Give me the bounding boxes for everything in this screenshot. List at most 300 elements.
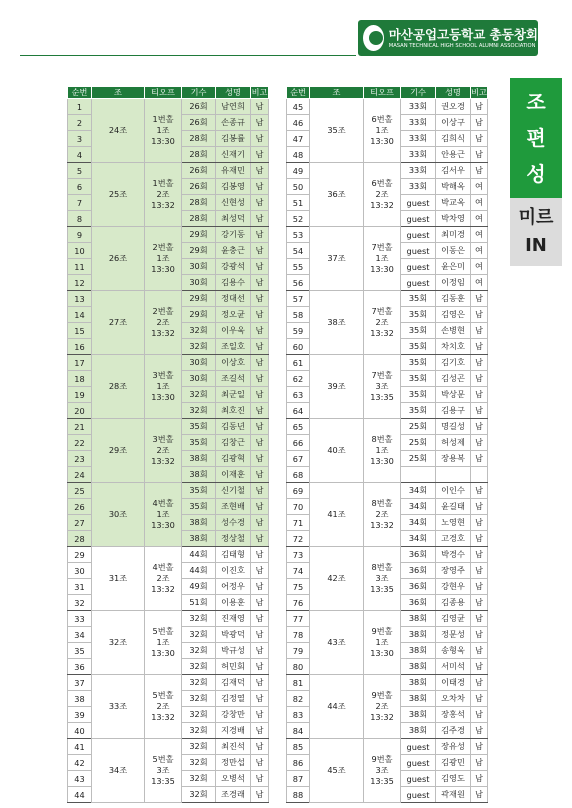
row-number: 76 [287, 595, 310, 611]
player-name: 박규성 [216, 643, 251, 659]
gender-cell: 남 [471, 499, 488, 515]
player-name: 강현우 [436, 579, 471, 595]
teeoff-hole: 5번홀 [152, 690, 174, 700]
team-cell: 39조 [310, 355, 364, 419]
gender-cell: 남 [251, 227, 269, 243]
row-number: 16 [68, 339, 92, 355]
gender-cell: 남 [471, 291, 488, 307]
gender-cell: 남 [251, 291, 269, 307]
table-row [68, 163, 269, 179]
row-number: 70 [287, 499, 310, 515]
teeoff-hole: 5번홀 [152, 626, 174, 636]
row-number: 56 [287, 275, 310, 291]
row-number: 4 [68, 147, 92, 163]
teeoff-group: 3조 [375, 573, 389, 583]
header-divider [20, 55, 356, 56]
class-cell: 35회 [401, 323, 436, 339]
teeoff-hole: 9번홀 [371, 690, 393, 700]
table-header-row [68, 87, 269, 99]
class-cell: 32회 [182, 787, 216, 803]
gender-cell: 남 [251, 659, 269, 675]
gender-cell: 남 [251, 707, 269, 723]
team-cell: 40조 [310, 419, 364, 483]
row-number: 51 [287, 195, 310, 211]
teeoff-time: 13:32 [151, 456, 175, 466]
gender-cell: 남 [471, 403, 488, 419]
teeoff-group: 2조 [156, 189, 170, 199]
gender-cell: 남 [471, 547, 488, 563]
class-cell: 33회 [401, 131, 436, 147]
gender-cell: 남 [251, 563, 269, 579]
class-cell: 35회 [401, 355, 436, 371]
class-cell: 32회 [182, 339, 216, 355]
teeoff-hole: 4번홀 [152, 562, 174, 572]
gender-cell: 남 [471, 771, 488, 787]
class-cell: 35회 [401, 403, 436, 419]
gender-cell: 남 [471, 691, 488, 707]
row-number: 22 [68, 435, 92, 451]
teeoff-hole: 9번홀 [371, 754, 393, 764]
row-number: 77 [287, 611, 310, 627]
gender-cell: 남 [251, 643, 269, 659]
class-cell: 25회 [401, 435, 436, 451]
row-number: 28 [68, 531, 92, 547]
gender-cell: 남 [471, 643, 488, 659]
row-number: 43 [68, 771, 92, 787]
row-number: 63 [287, 387, 310, 403]
gender-cell: 남 [471, 371, 488, 387]
row-number: 19 [68, 387, 92, 403]
player-name: 이진호 [216, 563, 251, 579]
team-cell: 30조 [92, 483, 145, 547]
player-name: 김영은 [436, 307, 471, 323]
gender-cell: 남 [471, 387, 488, 403]
row-number: 44 [68, 787, 92, 803]
gender-cell: 남 [251, 675, 269, 691]
player-name: 김정열 [216, 691, 251, 707]
col-header-class: 기수 [401, 87, 436, 99]
gender-cell: 남 [251, 195, 269, 211]
teeoff-hole: 3번홀 [152, 370, 174, 380]
class-cell: 32회 [182, 627, 216, 643]
player-name: 조일호 [216, 339, 251, 355]
player-name: 최미경 [436, 227, 471, 243]
class-cell: 32회 [182, 611, 216, 627]
team-cell: 26조 [92, 227, 145, 291]
player-name: 지경배 [216, 723, 251, 739]
col-header-no: 순번 [68, 87, 92, 99]
row-number: 45 [287, 99, 310, 115]
row-number: 46 [287, 115, 310, 131]
gender-cell: 여 [471, 179, 488, 195]
class-cell: 29회 [182, 307, 216, 323]
teeoff-group: 3조 [375, 381, 389, 391]
player-name: 정오균 [216, 307, 251, 323]
teeoff-group: 2조 [156, 701, 170, 711]
player-name: 이용훈 [216, 595, 251, 611]
teeoff-cell [364, 675, 401, 739]
row-number: 10 [68, 243, 92, 259]
teeoff-cell [364, 547, 401, 611]
team-cell: 37조 [310, 227, 364, 291]
row-number: 54 [287, 243, 310, 259]
player-name: 유재민 [216, 163, 251, 179]
row-number: 37 [68, 675, 92, 691]
team-cell: 34조 [92, 739, 145, 803]
row-number: 23 [68, 451, 92, 467]
player-name: 명길성 [436, 419, 471, 435]
table-row [287, 163, 488, 179]
class-cell: 35회 [182, 435, 216, 451]
row-number: 3 [68, 131, 92, 147]
row-number: 75 [287, 579, 310, 595]
class-cell: 32회 [182, 707, 216, 723]
teeoff-group: 1조 [156, 125, 170, 135]
class-cell: 36회 [401, 595, 436, 611]
row-number: 49 [287, 163, 310, 179]
teeoff-time: 13:32 [370, 712, 394, 722]
gender-cell: 남 [471, 515, 488, 531]
col-header-class: 기수 [182, 87, 216, 99]
teeoff-time: 13:35 [370, 392, 394, 402]
school-logo [358, 20, 538, 56]
team-cell: 35조 [310, 99, 364, 163]
teeoff-time: 13:30 [151, 264, 175, 274]
gender-cell: 남 [251, 435, 269, 451]
class-cell: 38회 [182, 515, 216, 531]
player-name: 김동훈 [436, 291, 471, 307]
row-number: 38 [68, 691, 92, 707]
team-cell: 42조 [310, 547, 364, 611]
row-number: 66 [287, 435, 310, 451]
gender-cell: 남 [251, 115, 269, 131]
row-number: 72 [287, 531, 310, 547]
row-number: 30 [68, 563, 92, 579]
teeoff-cell [145, 675, 182, 739]
teeoff-group: 2조 [156, 317, 170, 327]
teeoff-cell [364, 483, 401, 547]
player-name: 박광덕 [216, 627, 251, 643]
teeoff-group: 2조 [375, 509, 389, 519]
team-cell: 45조 [310, 739, 364, 803]
table-row [68, 611, 269, 627]
gender-cell: 남 [251, 547, 269, 563]
player-name: 허성제 [436, 435, 471, 451]
gender-cell: 남 [471, 531, 488, 547]
teeoff-group: 1조 [156, 509, 170, 519]
teeoff-group: 1조 [156, 253, 170, 263]
gender-cell: 남 [251, 499, 269, 515]
gender-cell: 남 [471, 675, 488, 691]
teeoff-cell [145, 419, 182, 483]
teeoff-cell [145, 163, 182, 227]
col-header-name: 성명 [436, 87, 471, 99]
player-name: 오차차 [436, 691, 471, 707]
side-subtitle-text: 미르 IN [518, 207, 554, 256]
row-number: 67 [287, 451, 310, 467]
schedule-table-right [286, 86, 488, 803]
gender-cell: 남 [251, 387, 269, 403]
teeoff-time: 13:30 [370, 136, 394, 146]
gender-cell: 남 [471, 563, 488, 579]
gender-cell: 남 [471, 323, 488, 339]
gender-cell: 여 [471, 211, 488, 227]
row-number: 48 [287, 147, 310, 163]
teeoff-time: 13:35 [370, 584, 394, 594]
gender-cell: 여 [471, 243, 488, 259]
gender-cell: 남 [471, 707, 488, 723]
teeoff-time: 13:30 [151, 520, 175, 530]
player-name: 최진석 [216, 739, 251, 755]
row-number: 87 [287, 771, 310, 787]
col-header-note: 비고 [251, 87, 268, 97]
row-number: 53 [287, 227, 310, 243]
class-cell: 30회 [182, 355, 216, 371]
class-cell: 32회 [182, 739, 216, 755]
teeoff-cell [145, 483, 182, 547]
school-name: 마산공업고등학교 총동창회 [388, 26, 538, 42]
class-cell: 32회 [182, 387, 216, 403]
class-cell: 30회 [182, 259, 216, 275]
player-name: 성수경 [216, 515, 251, 531]
class-cell: 38회 [401, 723, 436, 739]
team-cell: 25조 [92, 163, 145, 227]
player-name: 장영주 [436, 563, 471, 579]
gender-cell: 남 [251, 755, 269, 771]
row-number: 14 [68, 307, 92, 323]
player-name: 윤충근 [216, 243, 251, 259]
player-name: 정만섭 [216, 755, 251, 771]
player-name: 김용구 [436, 403, 471, 419]
gender-cell: 남 [251, 611, 269, 627]
gender-cell: 남 [471, 163, 488, 179]
player-name: 손병현 [436, 323, 471, 339]
player-name: 박경수 [436, 547, 471, 563]
row-number: 68 [287, 467, 310, 483]
class-cell: 35회 [401, 371, 436, 387]
col-header-teeoff: 티오프 [145, 87, 182, 99]
class-cell: 30회 [182, 275, 216, 291]
row-number: 8 [68, 211, 92, 227]
class-cell [401, 467, 436, 483]
row-number: 26 [68, 499, 92, 515]
player-name: 김종용 [436, 595, 471, 611]
teeoff-cell [364, 739, 401, 803]
class-cell: 44회 [182, 563, 216, 579]
player-name: 박교옥 [436, 195, 471, 211]
class-cell: 38회 [401, 611, 436, 627]
class-cell: 26회 [182, 163, 216, 179]
player-name: 김주경 [436, 723, 471, 739]
table-row [287, 419, 488, 435]
class-cell: 34회 [401, 515, 436, 531]
row-number: 12 [68, 275, 92, 291]
player-name: 김광혁 [216, 451, 251, 467]
class-cell: 32회 [182, 771, 216, 787]
player-name: 김기호 [436, 355, 471, 371]
gender-cell: 남 [251, 307, 269, 323]
teeoff-group: 3조 [375, 765, 389, 775]
table-row [287, 99, 488, 115]
teeoff-cell [145, 547, 182, 611]
gender-cell: 남 [251, 275, 269, 291]
team-cell: 27조 [92, 291, 145, 355]
gender-cell: 남 [251, 371, 269, 387]
row-number: 42 [68, 755, 92, 771]
teeoff-cell [364, 355, 401, 419]
class-cell: guest [401, 211, 436, 227]
class-cell: 38회 [401, 659, 436, 675]
class-cell: 51회 [182, 595, 216, 611]
player-name [436, 467, 471, 483]
class-cell: 25회 [401, 419, 436, 435]
gender-cell: 남 [471, 739, 488, 755]
gender-cell: 남 [471, 115, 488, 131]
col-header-team: 조 [310, 87, 364, 99]
player-name: 김재덕 [216, 675, 251, 691]
table-row [287, 739, 488, 755]
teeoff-hole: 2번홀 [152, 306, 174, 316]
gender-cell: 남 [251, 99, 269, 115]
teeoff-cell [364, 99, 401, 163]
row-number: 71 [287, 515, 310, 531]
class-cell: guest [401, 755, 436, 771]
side-title-lineup [510, 78, 562, 198]
row-number: 79 [287, 643, 310, 659]
teeoff-time: 13:30 [151, 648, 175, 658]
class-cell: 28회 [182, 211, 216, 227]
player-name: 박상문 [436, 387, 471, 403]
row-number: 78 [287, 627, 310, 643]
player-name: 신재기 [216, 147, 251, 163]
player-name: 차치호 [436, 339, 471, 355]
table-row [68, 99, 269, 115]
teeoff-group: 2조 [156, 445, 170, 455]
team-cell: 38조 [310, 291, 364, 355]
class-cell: guest [401, 259, 436, 275]
player-name: 이우욱 [216, 323, 251, 339]
row-number: 6 [68, 179, 92, 195]
class-cell: guest [401, 195, 436, 211]
player-name: 김용수 [216, 275, 251, 291]
gender-cell: 남 [251, 403, 269, 419]
player-name: 서미석 [436, 659, 471, 675]
player-name: 김희식 [436, 131, 471, 147]
class-cell: 38회 [401, 643, 436, 659]
class-cell: 32회 [182, 755, 216, 771]
teeoff-hole: 8번홀 [371, 434, 393, 444]
gender-cell: 남 [251, 771, 269, 787]
class-cell: guest [401, 227, 436, 243]
team-cell: 31조 [92, 547, 145, 611]
row-number: 13 [68, 291, 92, 307]
player-name: 이상호 [216, 355, 251, 371]
row-number: 64 [287, 403, 310, 419]
gender-cell: 남 [251, 691, 269, 707]
gender-cell: 남 [471, 611, 488, 627]
gender-cell: 남 [251, 323, 269, 339]
gender-cell: 남 [251, 467, 269, 483]
class-cell: 38회 [401, 627, 436, 643]
player-name: 윤은미 [436, 259, 471, 275]
col-header-team: 조 [92, 87, 145, 99]
table-row [68, 739, 269, 755]
row-number: 61 [287, 355, 310, 371]
class-cell: 36회 [401, 563, 436, 579]
gender-cell: 남 [251, 483, 269, 499]
teeoff-cell [145, 99, 182, 163]
gender-cell: 남 [251, 627, 269, 643]
team-cell: 44조 [310, 675, 364, 739]
gender-cell: 남 [471, 339, 488, 355]
schedule-table-left [67, 86, 269, 803]
row-number: 18 [68, 371, 92, 387]
teeoff-time: 13:32 [151, 712, 175, 722]
player-name: 강기동 [216, 227, 251, 243]
teeoff-hole: 1번홀 [152, 178, 174, 188]
col-header-note: 비고 [471, 87, 487, 97]
gender-cell: 남 [471, 131, 488, 147]
row-number: 84 [287, 723, 310, 739]
teeoff-cell [364, 227, 401, 291]
row-number: 55 [287, 259, 310, 275]
player-name: 신기철 [216, 483, 251, 499]
gender-cell: 남 [471, 435, 488, 451]
player-name: 최성덕 [216, 211, 251, 227]
player-name: 조길석 [216, 371, 251, 387]
teeoff-group: 1조 [375, 637, 389, 647]
row-number: 25 [68, 483, 92, 499]
class-cell: 26회 [182, 115, 216, 131]
player-name: 김봉률 [216, 131, 251, 147]
gender-cell: 여 [471, 259, 488, 275]
player-name: 허민회 [216, 659, 251, 675]
player-name: 이인수 [436, 483, 471, 499]
table-row [287, 675, 488, 691]
gender-cell [471, 467, 488, 483]
class-cell: 36회 [401, 547, 436, 563]
row-number: 59 [287, 323, 310, 339]
row-number: 20 [68, 403, 92, 419]
teeoff-group: 3조 [156, 765, 170, 775]
teeoff-hole: 4번홀 [152, 498, 174, 508]
teeoff-group: 2조 [375, 317, 389, 327]
class-cell: 44회 [182, 547, 216, 563]
row-number: 11 [68, 259, 92, 275]
class-cell: 29회 [182, 243, 216, 259]
gender-cell: 남 [471, 99, 488, 115]
player-name: 김광민 [436, 755, 471, 771]
teeoff-group: 2조 [375, 189, 389, 199]
teeoff-group: 2조 [375, 701, 389, 711]
class-cell: 32회 [182, 675, 216, 691]
teeoff-cell [145, 739, 182, 803]
class-cell: 35회 [401, 387, 436, 403]
row-number: 24 [68, 467, 92, 483]
teeoff-cell [145, 227, 182, 291]
class-cell: 25회 [401, 451, 436, 467]
table-row [68, 675, 269, 691]
player-name: 김서우 [436, 163, 471, 179]
team-cell: 33조 [92, 675, 145, 739]
class-cell: 38회 [182, 531, 216, 547]
teeoff-time: 13:30 [370, 264, 394, 274]
table-row [287, 355, 488, 371]
gender-cell: 남 [251, 739, 269, 755]
teeoff-cell [364, 419, 401, 483]
gender-cell: 남 [251, 451, 269, 467]
gender-cell: 남 [251, 531, 269, 547]
